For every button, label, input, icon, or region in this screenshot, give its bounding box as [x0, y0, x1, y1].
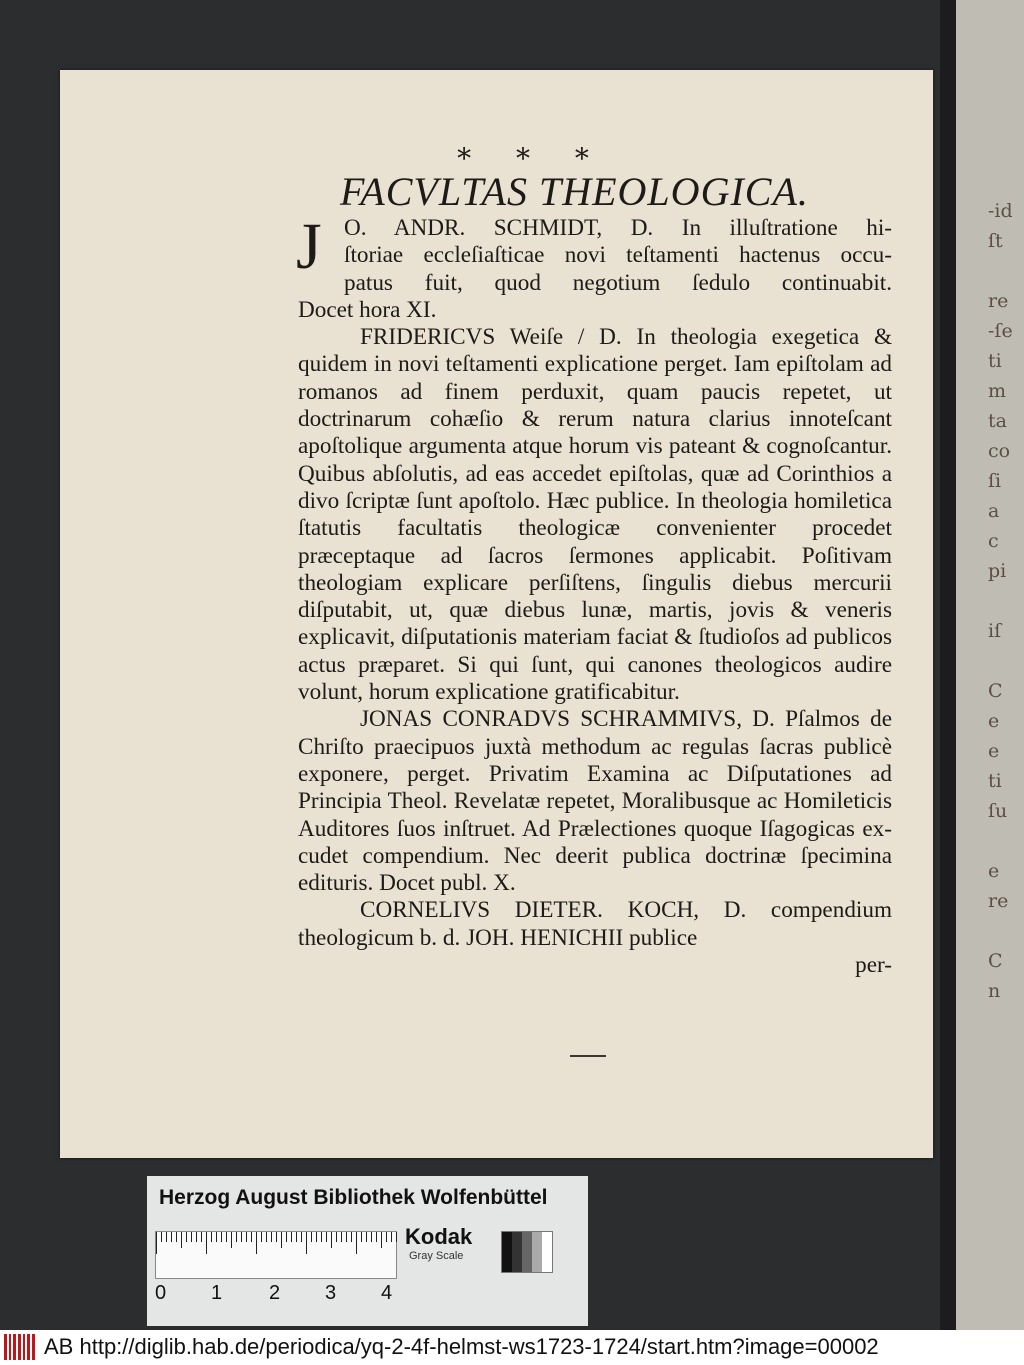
ruler-tick — [311, 1232, 312, 1242]
swatch — [532, 1232, 542, 1272]
paragraph-schmidt — [296, 210, 892, 324]
ruler-tick — [211, 1232, 212, 1242]
ruler-tick — [351, 1232, 352, 1242]
scale-ruler — [155, 1231, 397, 1279]
ruler-tick — [341, 1232, 342, 1242]
adjacent-page — [940, 0, 1024, 1330]
footer-url-line — [44, 1334, 879, 1360]
ruler-tick — [206, 1232, 207, 1254]
ruler-tick — [361, 1232, 362, 1242]
page-gutter-shadow — [940, 0, 956, 1330]
ruler-number: 4 — [381, 1282, 393, 1304]
ruler-tick — [166, 1232, 167, 1242]
ruler-tick — [381, 1232, 382, 1248]
ruler-tick — [356, 1232, 357, 1254]
ruler-number: 0 — [155, 1282, 167, 1304]
ruler-tick — [191, 1232, 192, 1242]
ornament-stars: * * * — [457, 142, 607, 175]
ruler-tick — [321, 1232, 322, 1242]
margin-fragment: co — [988, 440, 1011, 462]
ruler-tick — [181, 1232, 182, 1248]
kodak-logo: Kodak — [405, 1224, 473, 1249]
barcode-icon — [4, 1334, 42, 1360]
ruler-tick — [281, 1232, 282, 1248]
margin-fragment: ti — [988, 350, 1002, 372]
margin-fragment: re — [988, 890, 1009, 912]
barcode-bar — [32, 1334, 35, 1360]
barcode-bar — [4, 1334, 7, 1360]
swatch — [542, 1232, 552, 1272]
ruler-tick — [241, 1232, 242, 1242]
ruler-tick — [176, 1232, 177, 1242]
barcode-bar — [18, 1334, 21, 1360]
ruler-tick — [316, 1232, 317, 1242]
paragraph-schrammius: JONAS CONRADVS SCHRAMMIVS, D. Pſalmos de Chriſto praecipuos juxtà methodum ac regulas ſacras publicè exponere, perget. Privatim Examina ac Diſputationes ad Principia Theol. Revelatæ repetet, Moralibusque ac Homileticis Auditores ſuos inſtruet. Ad Prælectiones quoque Iſagogicas excudet compendium. Nec deerit publica doctrinæ ſpecimina edituris. Docet publ. X. — [298, 706, 892, 897]
text-line: patus fuit, quod negotium ſedulo continuabit. — [344, 269, 892, 296]
ruler-tick — [171, 1232, 172, 1242]
ruler-tick — [226, 1232, 227, 1242]
paragraph-koch: CORNELIVS DIETER. KOCH, D. compendium theologicum b. d. JOH. HENICHII publice — [298, 897, 892, 951]
ruler-tick — [291, 1232, 292, 1242]
ruler-tick — [276, 1232, 277, 1242]
margin-fragment: m — [988, 380, 1007, 402]
barcode-bar — [23, 1334, 25, 1360]
ruler-tick — [301, 1232, 302, 1242]
ruler-tick — [271, 1232, 272, 1242]
ruler-tick — [231, 1232, 232, 1248]
margin-fragment: iſ — [988, 620, 1002, 642]
ruler-tick — [196, 1232, 197, 1242]
margin-fragment: re — [988, 290, 1009, 312]
ruler-tick — [216, 1232, 217, 1242]
ruler-tick — [201, 1232, 202, 1242]
margin-fragment: e — [988, 740, 1000, 762]
ruler-tick — [386, 1232, 387, 1242]
ruler-tick — [186, 1232, 187, 1242]
margin-fragment: n — [988, 980, 1001, 1002]
margin-fragment: a — [988, 500, 1000, 522]
page-title: FACVLTAS THEOLOGICA. — [340, 169, 809, 214]
ruler-tick — [246, 1232, 247, 1242]
margin-fragment: -id — [988, 200, 1013, 222]
gray-swatches — [501, 1231, 553, 1273]
library-color-card — [147, 1176, 588, 1326]
ruler-tick — [366, 1232, 367, 1242]
margin-fragment: pi — [988, 560, 1007, 582]
ruler-tick — [286, 1232, 287, 1242]
text-line: O. ANDR. SCHMIDT, D. In illuſtratione hi- — [344, 215, 892, 241]
gray-scale-label: Gray Scale — [409, 1250, 464, 1262]
catchword: per- — [855, 952, 892, 979]
ruler-tick — [306, 1232, 307, 1254]
ruler-number: 3 — [325, 1282, 337, 1304]
text-line: ſtoriae eccleſiaſticae novi teſtamenti hactenus occu- — [344, 242, 892, 269]
ruler-tick — [251, 1232, 252, 1242]
decorative-dash — [570, 1055, 606, 1057]
margin-fragment: -ſe — [988, 320, 1013, 342]
margin-fragment: e — [988, 710, 1000, 732]
ruler-tick — [236, 1232, 237, 1242]
ruler-tick — [156, 1232, 157, 1254]
margin-fragment: ſi — [988, 470, 1002, 492]
margin-fragment: ti — [988, 770, 1002, 792]
ruler-tick — [326, 1232, 327, 1242]
library-name: Herzog August Bibliothek Wolfenbüttel — [159, 1186, 548, 1209]
barcode-bar — [27, 1334, 30, 1360]
swatch — [502, 1232, 512, 1272]
margin-fragment: c — [988, 530, 999, 552]
ruler-tick — [221, 1232, 222, 1242]
swatch — [522, 1232, 532, 1272]
footer-prefix: AB — [44, 1334, 74, 1359]
ruler-tick — [296, 1232, 297, 1242]
ruler-tick — [256, 1232, 257, 1254]
margin-fragment: C — [988, 950, 1003, 972]
ruler-numbers — [155, 1282, 435, 1312]
swatch — [512, 1232, 522, 1272]
margin-fragment: e — [988, 860, 1000, 882]
ruler-tick — [396, 1232, 397, 1242]
text-line: Docet hora XI. — [298, 296, 437, 323]
ruler-tick — [161, 1232, 162, 1242]
drop-cap: J — [296, 210, 322, 283]
document-body — [296, 210, 892, 979]
ruler-tick — [371, 1232, 372, 1242]
ruler-tick — [346, 1232, 347, 1242]
margin-fragment: C — [988, 680, 1003, 702]
ruler-tick — [266, 1232, 267, 1242]
ruler-tick — [376, 1232, 377, 1242]
margin-fragment: ta — [988, 410, 1007, 432]
barcode-bar — [13, 1334, 16, 1360]
ruler-number: 2 — [269, 1282, 281, 1304]
ruler-tick — [336, 1232, 337, 1242]
source-url[interactable]: http://diglib.hab.de/periodica/yq-2-4f-helmst-ws1723-1724/start.htm?image=00002 — [79, 1334, 879, 1359]
margin-fragment: ſt — [988, 230, 1003, 252]
ruler-tick — [331, 1232, 332, 1248]
barcode-bar — [9, 1334, 11, 1360]
ruler-number: 1 — [211, 1282, 223, 1304]
margin-fragment: ſu — [988, 800, 1008, 822]
paragraph-weise: FRIDERICVS Weiſe / D. In theologia exegetica & quidem in novi teſtamenti explicatione perget. Iam epiſtolam ad romanos ad finem perduxit, quam paucis repetet, ut doctrinarum cohæſio & rerum natura clarius innoteſcant apoſtolique argumenta atque horum vis pateant & cognoſcantur. Quibus abſolutis, ad eas accedet epiſtolas, quæ ad Corinthios a divo ſcriptæ ſunt apoſtolo. Hæc publice. In theologia homiletica ſtatutis facultatis theologicæ convenienter procedet præceptaque ad ſacros ſermones applicabit. Poſitivam theologiam explicare perſiſtens, ſingulis diebus mercurii diſputabit, ut, quæ diebus lunæ, martis, jovis & veneris explicavit, diſputationis materiam faciat & ſtudioſos ad publicos actus præparet. Si qui ſunt, qui canones theologicos audire volunt, horum explicatione gratificabitur. — [298, 324, 892, 706]
ruler-tick — [391, 1232, 392, 1242]
ruler-tick — [261, 1232, 262, 1242]
